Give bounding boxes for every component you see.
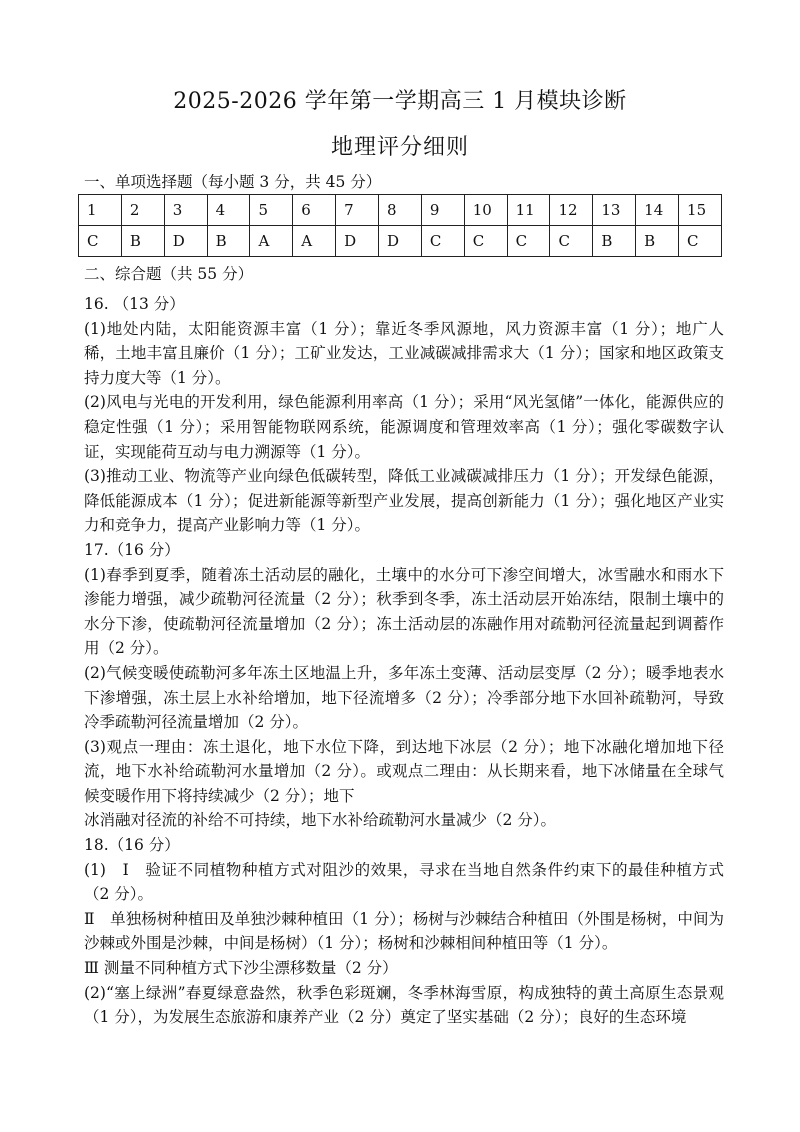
question-line: 冰消融对径流的补给不可持续，地下水补给疏勒河水量减少（2 分）。 (84, 811, 557, 830)
question-number: 9 (421, 195, 464, 226)
question-line: Ⅲ 测量不同种植方式下沙尘漂移数量（2 分） (84, 959, 398, 978)
answer-paragraph: Ⅱ 单独杨树种植田及单独沙棘种植田（1 分）；杨树与沙棘结合种植田（外围是杨树，中间为沙棘或外围是沙棘，中间是杨树）（1 分）；杨树和沙棘相间种植田等（1 分）。 (84, 909, 724, 953)
answer-body (84, 292, 724, 1030)
answer-table-row-answers (79, 226, 722, 257)
page-subtitle: 地理评分细则 (330, 135, 469, 160)
question-number: 1 (79, 195, 122, 226)
question-number: 14 (636, 195, 679, 226)
answer-cell: B (207, 226, 250, 257)
question-number: 11 (507, 195, 550, 226)
question-number: 15 (679, 195, 722, 226)
answer-cell: D (336, 226, 379, 257)
answer-cell: D (379, 226, 422, 257)
answer-cell: C (679, 226, 722, 257)
question-number: 13 (593, 195, 636, 226)
answer-cell: B (636, 226, 679, 257)
answer-paragraph: (1)地处内陆，太阳能资源丰富（1 分）；靠近冬季风源地，风力资源丰富（1 分）；地广人稀，土地丰富且廉价（1 分）；工矿业发达，工业减碳减排需求大（1 分）；国家和地区政策支持力度大等（1 分）。 (84, 319, 724, 387)
answer-cell: C (421, 226, 464, 257)
question-line: 16. （13 分） (84, 295, 185, 313)
answer-table-row-numbers (79, 195, 722, 226)
section-heading-choice: 一、单项选择题（每小题 3 分，共 45 分） (84, 173, 382, 191)
question-line: 18.（16 分） (84, 836, 180, 855)
question-number: 10 (464, 195, 507, 226)
question-number: 4 (207, 195, 250, 226)
answer-cell: A (293, 226, 336, 257)
answer-cell: D (164, 226, 207, 257)
answer-paragraph: (2)气候变暖使疏勒河多年冻土区地温上升，多年冻土变薄、活动层变厚（2 分）；暖季地表水下渗增强，冻土层上水补给增加，地下径流增多（2 分）；冷季部分地下水回补疏勒河，导致冷季疏勒河径流量增加（2 分）。 (84, 663, 724, 732)
question-line: 17.（16 分） (84, 540, 180, 559)
answer-cell: C (79, 226, 122, 257)
answer-paragraph: (2)风电与光电的开发利用，绿色能源利用率高（1 分）；采用“风光氢储”一体化，能源供应的稳定性强（1 分）；采用智能物联网系统，能源调度和管理效率高（1 分）；强化零碳数字认证，实现能荷互动与电力溯源等（1 分）。 (84, 393, 724, 461)
question-number: 12 (550, 195, 593, 226)
section-heading-comprehensive: 二、综合题（共 55 分） (84, 265, 254, 283)
answer-paragraph: (3)推动工业、物流等产业向绿色低碳转型，降低工业减碳减排压力（1 分）；开发绿色能源，降低能源成本（1 分）；促进新能源等新型产业发展，提高创新能力（1 分）；强化地区产业实力和竞争力，提高产业影响力等（1 分）。 (84, 467, 724, 535)
question-number: 5 (250, 195, 293, 226)
answer-cell: C (550, 226, 593, 257)
answer-cell: C (464, 226, 507, 257)
question-number: 8 (379, 195, 422, 226)
answer-paragraph: (2)“塞上绿洲”春夏绿意盎然，秋季色彩斑斓，冬季林海雪原，构成独特的黄土高原生态景观（1 分），为发展生态旅游和康养产业（2 分）奠定了坚实基础（2 分）；良好的生态环境 (84, 983, 724, 1027)
answer-paragraph: (1) Ⅰ 验证不同植物种植方式对阻沙的效果，寻求在当地自然条件约束下的最佳种植方式（2 分）。 (84, 860, 724, 904)
question-number: 3 (164, 195, 207, 226)
question-number: 7 (336, 195, 379, 226)
page-title: 2025-2026 学年第一学期高三 1 月模块诊断 (173, 89, 627, 114)
answer-paragraph: (3)观点一理由：冻土退化，地下水位下降，到达地下冰层（2 分）；地下冰融化增加地下径流，地下水补给疏勒河水量增加（2 分）。或观点二理由：从长期来看，地下冰储量在全球气候变暖作用下将持续减少（2 分）；地下 (84, 737, 724, 805)
answer-cell: A (250, 226, 293, 257)
answer-table (78, 194, 722, 257)
answer-paragraph: (1)春季到夏季，随着冻土活动层的融化，土壤中的水分可下渗空间增大，冰雪融水和雨水下渗能力增强，减少疏勒河径流量（2 分）；秋季到冬季，冻土活动层开始冻结，限制土壤中的水分下渗，使疏勒河径流量增加（2 分）；冻土活动层的冻融作用对疏勒河径流量起到调蓄作用（2 分）。 (84, 565, 724, 658)
answer-cell: B (593, 226, 636, 257)
answer-cell: C (507, 226, 550, 257)
question-number: 6 (293, 195, 336, 226)
question-number: 2 (121, 195, 164, 226)
answer-cell: B (121, 226, 164, 257)
